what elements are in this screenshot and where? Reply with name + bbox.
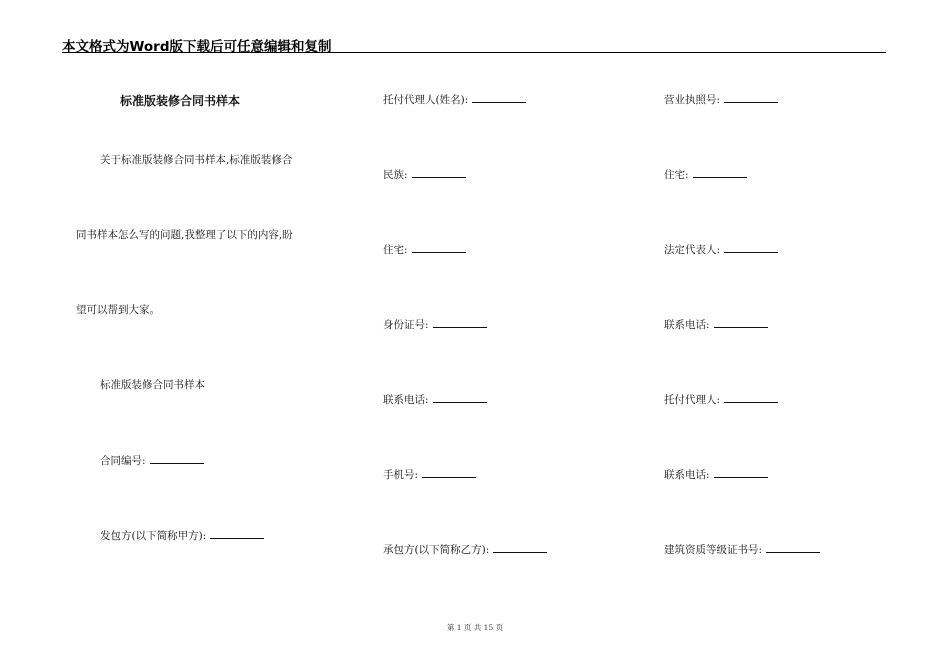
blank-underline bbox=[714, 317, 768, 328]
blank-underline bbox=[412, 167, 466, 178]
party-a-field bbox=[100, 528, 264, 543]
field-label: 联系电话: bbox=[664, 469, 710, 481]
contract-number-field bbox=[100, 453, 204, 468]
blank-underline bbox=[724, 242, 778, 253]
blank-underline bbox=[150, 453, 204, 464]
legal-representative-field bbox=[664, 242, 778, 257]
agent-field bbox=[664, 392, 778, 407]
intro-line-1: 关于标准版装修合同书样本,标准版装修合 bbox=[100, 154, 293, 166]
field-label: 民族: bbox=[383, 169, 408, 181]
intro-line-3: 望可以帮到大家。 bbox=[76, 304, 160, 316]
id-number-field bbox=[383, 317, 487, 332]
blank-underline bbox=[433, 392, 487, 403]
residence-field-2 bbox=[664, 167, 747, 182]
field-label: 身份证号: bbox=[383, 319, 429, 331]
blank-underline bbox=[472, 92, 526, 103]
field-label: 托付代理人(姓名): bbox=[383, 94, 469, 106]
blank-underline bbox=[724, 92, 778, 103]
blank-underline bbox=[210, 528, 264, 539]
field-label: 法定代表人: bbox=[664, 244, 721, 256]
intro-line-2: 同书样本怎么写的问题,我整理了以下的内容,盼 bbox=[76, 229, 293, 241]
mobile-field bbox=[383, 467, 476, 482]
ethnicity-field bbox=[383, 167, 466, 182]
field-label: 手机号: bbox=[383, 469, 419, 481]
doc-title: 标准版装修合同书样本 bbox=[120, 94, 241, 108]
blank-underline bbox=[422, 467, 476, 478]
field-label: 联系电话: bbox=[664, 319, 710, 331]
party-a-label: 发包方(以下简称甲方): bbox=[100, 530, 207, 542]
residence-field bbox=[383, 242, 466, 257]
agent-name-field bbox=[383, 92, 526, 107]
blank-underline bbox=[724, 392, 778, 403]
blank-underline bbox=[433, 317, 487, 328]
phone-field bbox=[383, 392, 487, 407]
field-label: 住宅: bbox=[383, 244, 408, 256]
phone-field-3 bbox=[664, 467, 768, 482]
field-label: 营业执照号: bbox=[664, 94, 721, 106]
blank-underline bbox=[493, 542, 547, 553]
field-label: 联系电话: bbox=[383, 394, 429, 406]
blank-underline bbox=[714, 467, 768, 478]
field-label: 住宅: bbox=[664, 169, 689, 181]
phone-field-2 bbox=[664, 317, 768, 332]
field-label: 承包方(以下简称乙方): bbox=[383, 544, 490, 556]
doc-subtitle: 标准版装修合同书样本 bbox=[100, 379, 205, 391]
contract-number-label: 合同编号: bbox=[100, 455, 146, 467]
header-divider bbox=[62, 52, 886, 53]
business-license-field bbox=[664, 92, 778, 107]
qualification-cert-field bbox=[664, 542, 820, 557]
field-label: 托付代理人: bbox=[664, 394, 721, 406]
party-b-field bbox=[383, 542, 547, 557]
document-header-title: 本文格式为Word版下载后可任意编辑和复制 bbox=[62, 39, 332, 55]
page-number-footer: 第 1 页 共 15 页 bbox=[446, 623, 504, 632]
field-label: 建筑资质等级证书号: bbox=[664, 544, 763, 556]
blank-underline bbox=[412, 242, 466, 253]
blank-underline bbox=[766, 542, 820, 553]
blank-underline bbox=[693, 167, 747, 178]
